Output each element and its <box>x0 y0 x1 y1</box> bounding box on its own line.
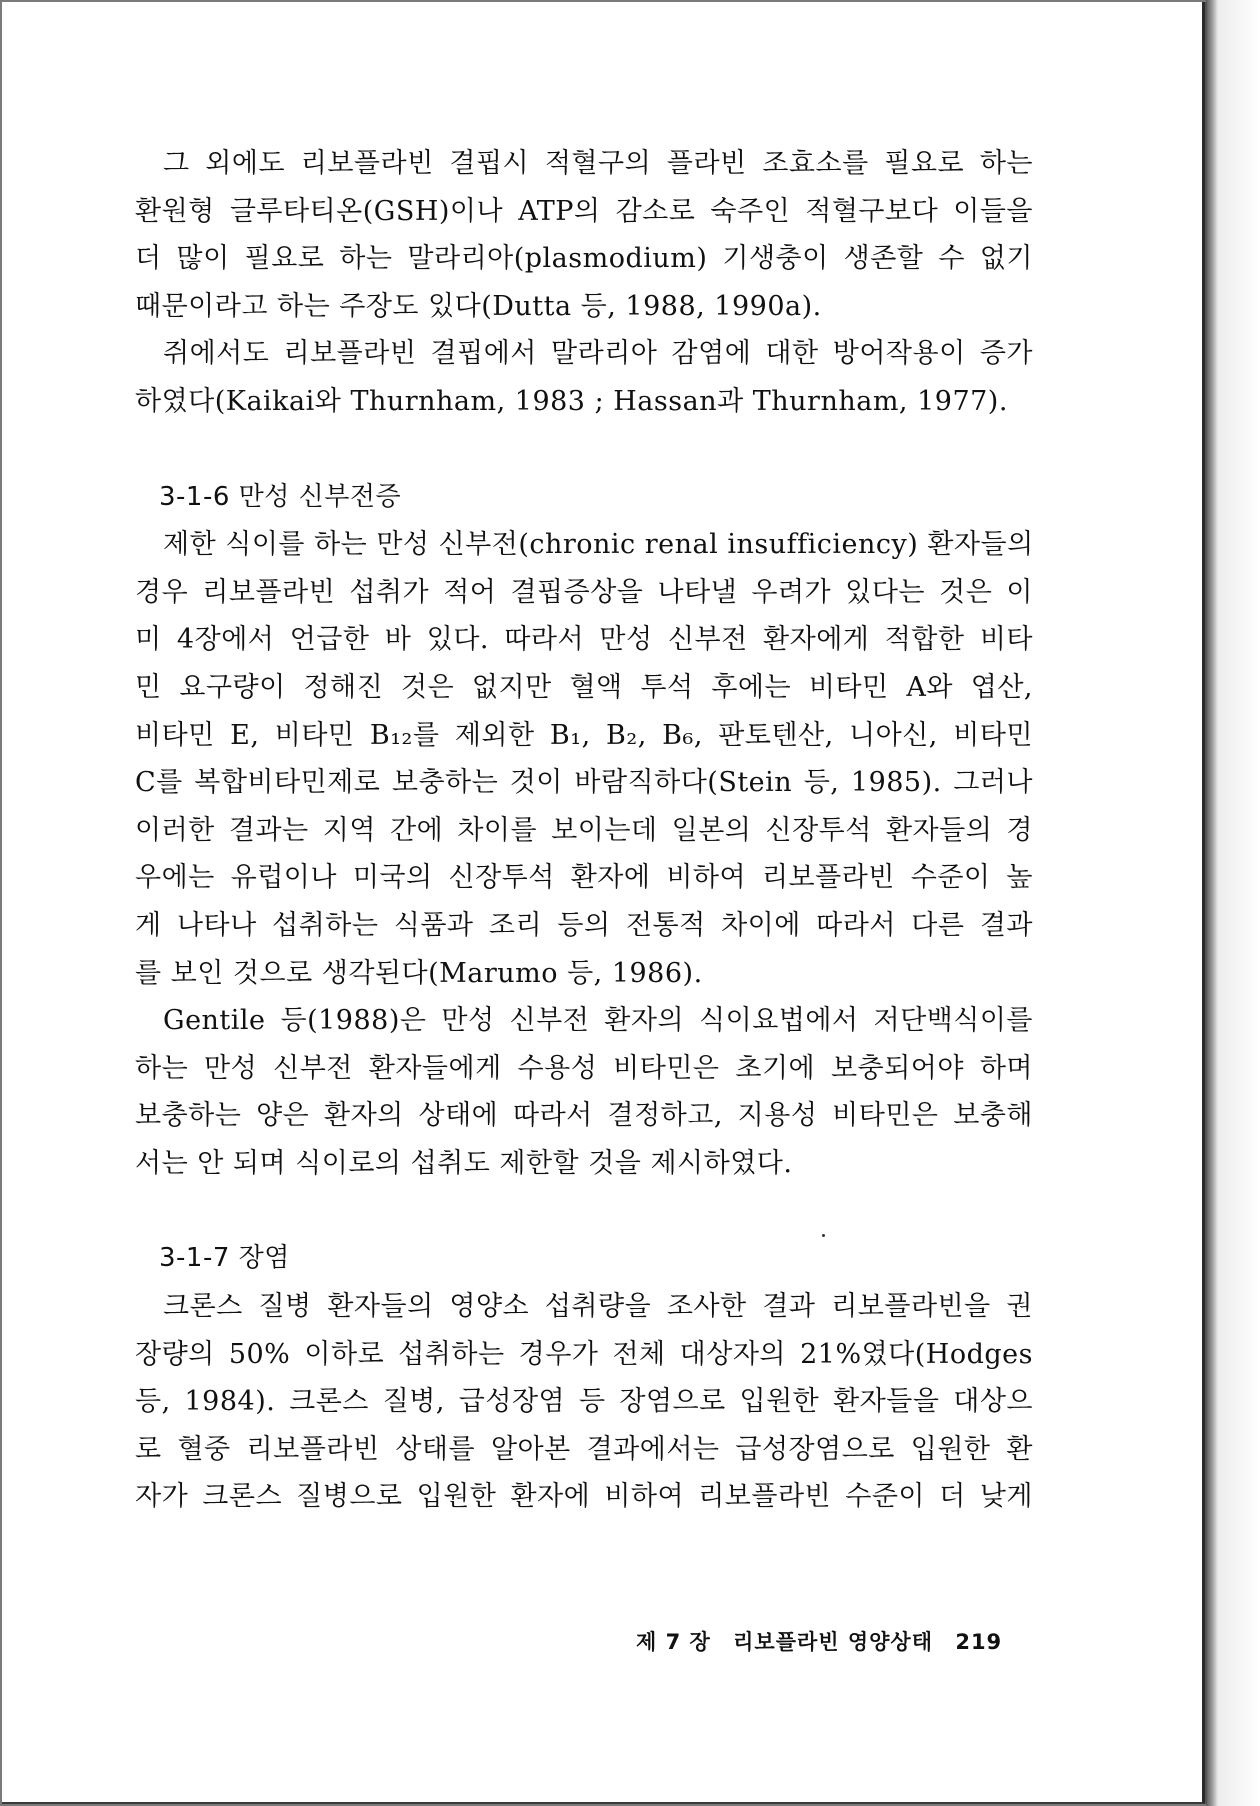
book-page <box>2 2 1205 1804</box>
text-line: 쥐에서도 리보플라빈 결핍에서 말라리아 감염에 대한 방어작용이 증가 <box>163 338 1033 370</box>
text-line: 제한 식이를 하는 만성 신부전(chronic renal insufficiency) 환자들의 <box>163 529 1034 561</box>
page-number: 219 <box>955 1630 1003 1654</box>
text-line: 등, 1984). 크론스 질병, 급성장염 등 장염으로 입원한 환자들을 대상으 <box>135 1386 1033 1418</box>
text-line: 게 나타나 섭취하는 식품과 조리 등의 전통적 차이에 따라서 다른 결과 <box>135 909 1033 941</box>
paragraph <box>135 521 1033 997</box>
text-line: 민 요구량이 정해진 것은 없지만 혈액 투석 후에는 비타민 A와 엽산, <box>135 671 1033 703</box>
footer-chapter: 제 7 장 <box>636 1630 711 1654</box>
text-line: 이러한 결과는 지역 간에 차이를 보이는데 일본의 신장투석 환자들의 경 <box>135 814 1033 846</box>
text-line: 서는 안 되며 식이로의 섭취도 제한할 것을 제시하였다. <box>135 1147 793 1179</box>
running-footer <box>636 1626 1016 1656</box>
page-body <box>135 140 1033 1521</box>
text-line: 장량의 50% 이하로 섭취하는 경우가 전체 대상자의 21%였다(Hodges <box>135 1338 1033 1370</box>
text-line: C를 복합비타민제로 보충하는 것이 바람직하다(Stein 등, 1985). 그러나 <box>135 767 1033 799</box>
text-line: 비타민 E, 비타민 B₁₂를 제외한 B₁, B₂, B₆, 판토텐산, 니아신, 비타민 <box>135 719 1033 751</box>
stray-mark <box>822 1234 825 1237</box>
text-line: 더 많이 필요로 하는 말라리아(plasmodium) 기생충이 생존할 수 없기 <box>135 243 1033 275</box>
text-line: 경우 리보플라빈 섭취가 적어 결핍증상을 나타낼 우려가 있다는 것은 이 <box>135 576 1033 608</box>
footer-title: 리보플라빈 영양상태 <box>733 1630 934 1654</box>
section-heading-3-1-6: 3-1-6 만성 신부전증 <box>159 481 402 512</box>
paragraph <box>135 330 1033 425</box>
text-line: 그 외에도 리보플라빈 결핍시 적혈구의 플라빈 조효소를 필요로 하는 <box>163 148 1033 179</box>
text-line: 하는 만성 신부전 환자들에게 수용성 비타민은 초기에 보충되어야 하며 <box>135 1052 1033 1084</box>
paragraph <box>135 140 1033 330</box>
text-line: 자가 크론스 질병으로 입원한 환자에 비하여 리보플라빈 수준이 더 낮게 <box>135 1481 1033 1513</box>
text-line: 우에는 유럽이나 미국의 신장투석 환자에 비하여 리보플라빈 수준이 높 <box>135 862 1033 894</box>
text-line: Gentile 등(1988)은 만성 신부전 환자의 식이요법에서 저단백식이를 <box>163 1005 1033 1037</box>
text-line: 보충하는 양은 환자의 상태에 따라서 결정하고, 지용성 비타민은 보충해 <box>135 1100 1033 1132</box>
paragraph <box>135 1283 1033 1521</box>
text-line: 크론스 질병 환자들의 영양소 섭취량을 조사한 결과 리보플라빈을 권 <box>163 1291 1033 1323</box>
text-line: 환원형 글루타티온(GSH)이나 ATP의 감소로 숙주인 적혈구보다 이들을 <box>135 195 1033 227</box>
paragraph <box>135 997 1033 1187</box>
section-heading-3-1-7: 3-1-7 장염 <box>159 1243 290 1274</box>
text-line: 로 혈중 리보플라빈 상태를 알아본 결과에서는 급성장염으로 입원한 환 <box>135 1433 1033 1465</box>
page-edge-shadow <box>1206 0 1260 1806</box>
text-line: 를 보인 것으로 생각된다(Marumo 등, 1986). <box>135 957 703 989</box>
text-line: 때문이라고 하는 주장도 있다(Dutta 등, 1988, 1990a). <box>135 290 822 322</box>
text-line: 하였다(Kaikai와 Thurnham, 1983 ; Hassan과 Thurnham, 1977). <box>135 385 1008 417</box>
text-line: 미 4장에서 언급한 바 있다. 따라서 만성 신부전 환자에게 적합한 비타 <box>135 624 1033 656</box>
